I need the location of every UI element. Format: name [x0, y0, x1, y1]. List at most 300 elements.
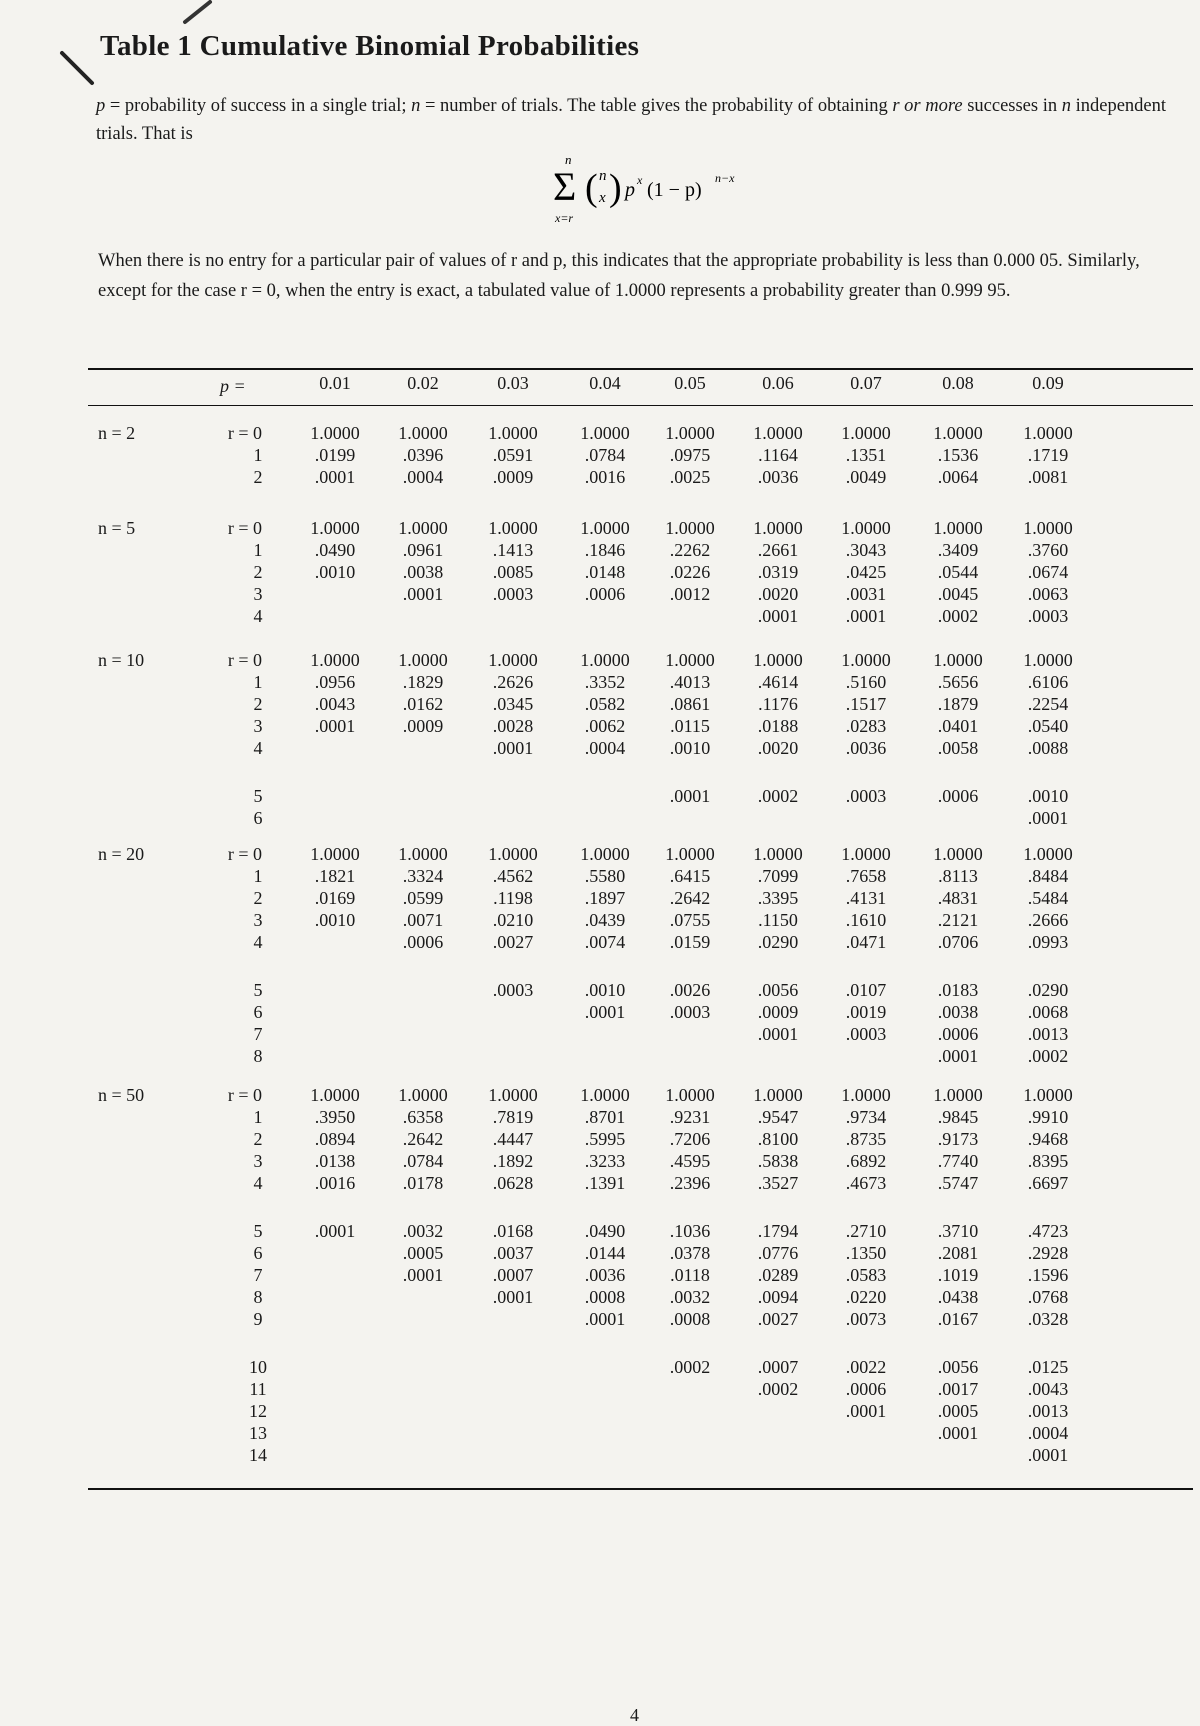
table-cell: .0063 [1027, 584, 1069, 604]
table-cell: .0002 [757, 1379, 799, 1399]
table-cell: .0056 [757, 980, 799, 1000]
table-cell: 1.0000 [753, 844, 803, 864]
table-cell: .1198 [493, 888, 533, 908]
table-cell: 1.0000 [841, 518, 891, 538]
table-cell: .0045 [937, 584, 979, 604]
note-paragraph: When there is no entry for a particular pair of values of r and p, this indicates that the appropriate probability is less than 0.000 05. Similarly, except for the case r = 0, when the entry is exact, a tabulated value of 1.0000 represents a probability greater than 0.999 95. [98, 251, 1140, 301]
table-cell: .9734 [845, 1107, 887, 1127]
intro-text-3: successes in [962, 96, 1062, 116]
p-header-0.07: 0.07 [850, 373, 882, 393]
table-cell: .0003 [845, 786, 887, 806]
r-value: 2 [253, 1129, 263, 1149]
table-cell: .0006 [402, 932, 444, 952]
table-cell: .0582 [584, 694, 626, 714]
table-cell: .5747 [937, 1173, 979, 1193]
table-cell: .0038 [937, 1002, 979, 1022]
table-cell: .6106 [1027, 672, 1069, 692]
r-value: 11 [249, 1379, 267, 1399]
table-cell: .0001 [757, 606, 799, 626]
table-cell: .1176 [758, 694, 798, 714]
r-value: 4 [253, 606, 263, 626]
binom-left-paren: ( [585, 167, 598, 209]
table-cell: .0031 [845, 584, 887, 604]
table-cell: .0064 [937, 467, 979, 487]
table-cell: .0010 [1027, 786, 1069, 806]
table-cell: .0319 [757, 562, 799, 582]
table-cell: 1.0000 [398, 518, 448, 538]
table-cell: .0006 [584, 584, 626, 604]
table-cell: .6697 [1027, 1173, 1069, 1193]
table-cell: 1.0000 [841, 1085, 891, 1105]
table-cell: .0010 [584, 980, 626, 1000]
table-cell: .3409 [937, 540, 979, 560]
table-cell: 1.0000 [398, 650, 448, 670]
table-cell: .0019 [845, 1002, 887, 1022]
table-cell: 1.0000 [1023, 423, 1073, 443]
table-cell: .1351 [845, 445, 887, 465]
table-cell: .0784 [402, 1151, 444, 1171]
table-cell: 1.0000 [488, 423, 538, 443]
term-p: p [625, 179, 635, 201]
table-cell: .0001 [402, 584, 444, 604]
table-cell: .0020 [757, 738, 799, 758]
table-cell: .9547 [757, 1107, 799, 1127]
table-cell: .0001 [492, 738, 534, 758]
table-cell: 1.0000 [933, 844, 983, 864]
table-cell: .0894 [314, 1129, 356, 1149]
r-value: 1 [253, 866, 263, 886]
table-cell: .0188 [757, 716, 799, 736]
table-cell: .2642 [669, 888, 711, 908]
r-label: r = 0 [227, 844, 262, 864]
table-cell: .4562 [492, 866, 534, 886]
table-cell: 1.0000 [841, 844, 891, 864]
table-cell: .3527 [757, 1173, 799, 1193]
table-cell: .0013 [1027, 1024, 1069, 1044]
table-cell: .0001 [314, 467, 356, 487]
r-value: 12 [249, 1401, 267, 1421]
table-cell: .0674 [1027, 562, 1069, 582]
table-cell: 1.0000 [580, 423, 630, 443]
table-cell: .0073 [845, 1309, 887, 1329]
table-cell: 1.0000 [1023, 844, 1073, 864]
table-cell: .0007 [757, 1357, 799, 1377]
r-value: 6 [253, 808, 263, 828]
table-cell: .3395 [757, 888, 799, 908]
table-cell: .0001 [1027, 1445, 1069, 1465]
table-cell: .1794 [757, 1221, 799, 1241]
table-cell: .2710 [845, 1221, 887, 1241]
table-cell: .0002 [757, 786, 799, 806]
table-cell: 1.0000 [665, 650, 715, 670]
r-label: r = 0 [227, 650, 262, 670]
r-value: 1 [253, 1107, 263, 1127]
table-cell: .4013 [669, 672, 711, 692]
table-cell: .2081 [937, 1243, 979, 1263]
table-cell: .9910 [1027, 1107, 1069, 1127]
p-header-0.03: 0.03 [497, 373, 529, 393]
table-cell: 1.0000 [933, 423, 983, 443]
table-cell: .0755 [669, 910, 711, 930]
r-value: 3 [253, 1151, 263, 1171]
table-cell: .7819 [492, 1107, 534, 1127]
table-cell: .9845 [937, 1107, 979, 1127]
table-cell: .2254 [1027, 694, 1069, 714]
n-variable: n [411, 96, 421, 116]
table-cell: .2262 [669, 540, 711, 560]
table-cell: .9231 [669, 1107, 711, 1127]
table-cell: .0993 [1027, 932, 1069, 952]
table-cell: .0226 [669, 562, 711, 582]
table-cell: 1.0000 [310, 518, 360, 538]
table-cell: .4723 [1027, 1221, 1069, 1241]
table-cell: .0002 [937, 606, 979, 626]
table-cell: .1413 [492, 540, 534, 560]
r-value: 3 [253, 910, 263, 930]
table-cell: .0036 [757, 467, 799, 487]
table-cell: .0401 [937, 716, 979, 736]
n-label: n = 5 [98, 518, 136, 538]
table-cell: .1846 [584, 540, 626, 560]
table-cell: 1.0000 [665, 423, 715, 443]
table-cell: .0025 [669, 467, 711, 487]
table-cell: .0006 [845, 1379, 887, 1399]
table-cell: 1.0000 [310, 844, 360, 864]
r-value: 2 [253, 562, 263, 582]
table-cell: .0001 [845, 606, 887, 626]
table-cell: .0148 [584, 562, 626, 582]
table-cell: .0003 [492, 980, 534, 1000]
table-cell: .0001 [584, 1002, 626, 1022]
table-cell: .0010 [669, 738, 711, 758]
table-cell: .0081 [1027, 467, 1069, 487]
table-cell: .0010 [314, 910, 356, 930]
table-cell: .2928 [1027, 1243, 1069, 1263]
table-cell: 1.0000 [580, 650, 630, 670]
table-cell: .0062 [584, 716, 626, 736]
table-cell: .0058 [937, 738, 979, 758]
table-cell: .0002 [669, 1357, 711, 1377]
table-cell: .0599 [402, 888, 444, 908]
table-cell: .0168 [492, 1221, 534, 1241]
table-cell: .7658 [845, 866, 887, 886]
r-value: 10 [249, 1357, 267, 1377]
table-cell: .0167 [937, 1309, 979, 1329]
table-cell: .0283 [845, 716, 887, 736]
r-value: 2 [253, 888, 263, 908]
r-value: 4 [253, 1173, 263, 1193]
table-cell: .2396 [669, 1173, 711, 1193]
table-cell: 1.0000 [488, 518, 538, 538]
table-cell: .0425 [845, 562, 887, 582]
table-cell: 1.0000 [1023, 518, 1073, 538]
table-cell: 1.0000 [841, 650, 891, 670]
table-cell: .0290 [1027, 980, 1069, 1000]
r-value: 7 [253, 1265, 263, 1285]
table-cell: .0183 [937, 980, 979, 1000]
r-value: 13 [249, 1423, 267, 1443]
r-value: 4 [253, 932, 263, 952]
table-cell: .0088 [1027, 738, 1069, 758]
r-value: 4 [253, 738, 263, 758]
table-cell: .8735 [845, 1129, 887, 1149]
table-cell: .8484 [1027, 866, 1069, 886]
table-cell: .7740 [937, 1151, 979, 1171]
table-cell: .0003 [669, 1002, 711, 1022]
table-cell: .1150 [758, 910, 798, 930]
n-label: n = 20 [98, 844, 145, 864]
p-header-0.06: 0.06 [762, 373, 794, 393]
table-cell: .0007 [492, 1265, 534, 1285]
table-cell: .3710 [937, 1221, 979, 1241]
table-cell: .1879 [937, 694, 979, 714]
table-cell: 1.0000 [398, 423, 448, 443]
table-cell: 1.0000 [398, 844, 448, 864]
table-cell: .4131 [845, 888, 887, 908]
table-cell: .0118 [670, 1265, 710, 1285]
table-cell: .0001 [1027, 808, 1069, 828]
table-cell: .0004 [402, 467, 444, 487]
table-cell: .0956 [314, 672, 356, 692]
r-value: 3 [253, 716, 263, 736]
table-cell: 1.0000 [488, 650, 538, 670]
term-q-exp: n−x [715, 171, 735, 185]
binom-right-paren: ) [609, 167, 622, 209]
table-cell: .0003 [845, 1024, 887, 1044]
table-cell: .0159 [669, 932, 711, 952]
r-value: 1 [253, 540, 263, 560]
table-cell: .4614 [757, 672, 799, 692]
table-cell: 1.0000 [665, 844, 715, 864]
sum-symbol: Σ [553, 164, 577, 209]
table-cell: .6892 [845, 1151, 887, 1171]
table-cell: .0032 [669, 1287, 711, 1307]
table-cell: .1892 [492, 1151, 534, 1171]
table-cell: .0438 [937, 1287, 979, 1307]
table-cell: .6415 [669, 866, 711, 886]
table-cell: .0022 [845, 1357, 887, 1377]
table-cell: .0628 [492, 1173, 534, 1193]
r-value: 5 [253, 786, 263, 806]
table-cell: .0027 [492, 932, 534, 952]
table-cell: .0013 [1027, 1401, 1069, 1421]
p-header-0.02: 0.02 [407, 373, 439, 393]
table-cell: .0010 [314, 562, 356, 582]
table-cell: .0094 [757, 1287, 799, 1307]
table-cell: .0071 [402, 910, 444, 930]
table-cell: .0037 [492, 1243, 534, 1263]
table-cell: .9173 [937, 1129, 979, 1149]
table-cell: .0961 [402, 540, 444, 560]
table-cell: .1164 [758, 445, 798, 465]
table-cell: .1517 [845, 694, 887, 714]
r-label: r = 0 [227, 1085, 262, 1105]
table-cell: .8100 [757, 1129, 799, 1149]
page-number: 4 [630, 1705, 639, 1725]
table-cell: 1.0000 [398, 1085, 448, 1105]
table-cell: .0043 [1027, 1379, 1069, 1399]
table-cell: .0003 [492, 584, 534, 604]
n-label: n = 10 [98, 650, 145, 670]
n-label: n = 2 [98, 423, 136, 443]
term-q: (1 − p) [647, 179, 702, 201]
table-cell: .0290 [757, 932, 799, 952]
table-cell: .0001 [669, 786, 711, 806]
p-header-0.01: 0.01 [319, 373, 351, 393]
table-cell: .0005 [937, 1401, 979, 1421]
table-cell: .0027 [757, 1309, 799, 1329]
table-cell: .0591 [492, 445, 534, 465]
table-cell: .0020 [757, 584, 799, 604]
r-value: 6 [253, 1243, 263, 1263]
p-variable: p [96, 96, 106, 116]
table-cell: .0003 [1027, 606, 1069, 626]
table-cell: .0036 [845, 738, 887, 758]
table-cell: .0289 [757, 1265, 799, 1285]
table-cell: .5995 [584, 1129, 626, 1149]
table-cell: 1.0000 [753, 1085, 803, 1105]
table-cell: .5838 [757, 1151, 799, 1171]
table-cell: 1.0000 [933, 518, 983, 538]
table-cell: .3324 [402, 866, 444, 886]
table-cell: .0169 [314, 888, 356, 908]
table-cell: .0220 [845, 1287, 887, 1307]
table-cell: .0776 [757, 1243, 799, 1263]
table-cell: .0471 [845, 932, 887, 952]
intro-text-4: independent trials. That is [96, 96, 1167, 144]
r-variable: r or more [892, 96, 963, 116]
table-cell: .0038 [402, 562, 444, 582]
table-cell: 1.0000 [753, 650, 803, 670]
table-cell: .0009 [402, 716, 444, 736]
table-cell: .0001 [845, 1401, 887, 1421]
binom-top: n [599, 168, 607, 184]
r-label: r = 0 [227, 423, 262, 443]
table-cell: .0004 [584, 738, 626, 758]
table-cell: 1.0000 [580, 1085, 630, 1105]
table-cell: .0012 [669, 584, 711, 604]
table-cell: 1.0000 [1023, 650, 1073, 670]
table-cell: .0043 [314, 694, 356, 714]
table-cell: 1.0000 [310, 423, 360, 443]
table-cell: 1.0000 [310, 1085, 360, 1105]
table-cell: .4595 [669, 1151, 711, 1171]
table-cell: .0016 [584, 467, 626, 487]
table-cell: .0144 [584, 1243, 626, 1263]
r-label: r = 0 [227, 518, 262, 538]
table-cell: .3233 [584, 1151, 626, 1171]
table-cell: .0009 [492, 467, 534, 487]
table-cell: .0345 [492, 694, 534, 714]
table-cell: .0006 [937, 786, 979, 806]
r-value: 5 [253, 1221, 263, 1241]
table-cell: .1897 [584, 888, 626, 908]
r-value: 5 [253, 980, 263, 1000]
table-cell: .0107 [845, 980, 887, 1000]
table-top-rule [88, 368, 1193, 370]
r-value: 3 [253, 584, 263, 604]
table-cell: .0032 [402, 1221, 444, 1241]
table-cell: 1.0000 [665, 1085, 715, 1105]
n-label: n = 50 [98, 1085, 145, 1105]
table-cell: .1719 [1027, 445, 1069, 465]
table-cell: .0008 [669, 1309, 711, 1329]
table-cell: .1829 [402, 672, 444, 692]
table-cell: 1.0000 [753, 423, 803, 443]
table-cell: .9468 [1027, 1129, 1069, 1149]
table-header-rule [88, 405, 1193, 406]
r-value: 9 [253, 1309, 263, 1329]
intro-paragraph [96, 92, 1196, 148]
table-cell: .0002 [1027, 1046, 1069, 1066]
table-cell: .0706 [937, 932, 979, 952]
table-cell: .3352 [584, 672, 626, 692]
table-cell: .0016 [314, 1173, 356, 1193]
summation-formula [545, 150, 765, 230]
table-cell: .0210 [492, 910, 534, 930]
table-cell: .0490 [584, 1221, 626, 1241]
table-cell: .7206 [669, 1129, 711, 1149]
intro-text-1: = probability of success in a single trial; [105, 96, 412, 116]
page-title: Table 1 Cumulative Binomial Probabilities [100, 30, 640, 62]
table-cell: .4447 [492, 1129, 534, 1149]
table-cell: .2121 [937, 910, 979, 930]
table-cell: 1.0000 [753, 518, 803, 538]
table-cell: .0074 [584, 932, 626, 952]
table-cell: .0540 [1027, 716, 1069, 736]
table-cell: 1.0000 [665, 518, 715, 538]
table-cell: .0005 [402, 1243, 444, 1263]
table-cell: .0439 [584, 910, 626, 930]
table-cell: .0009 [757, 1002, 799, 1022]
table-cell: .0975 [669, 445, 711, 465]
table-cell: .5580 [584, 866, 626, 886]
table-cell: .0001 [402, 1265, 444, 1285]
r-value: 7 [253, 1024, 263, 1044]
table-cell: .0768 [1027, 1287, 1069, 1307]
pen-mark-top [180, 0, 220, 25]
term-p-exp: x [637, 173, 643, 187]
table-cell: .1821 [314, 866, 356, 886]
table-cell: .1350 [845, 1243, 887, 1263]
table-cell: 1.0000 [580, 844, 630, 864]
table-cell: .0115 [670, 716, 710, 736]
table-cell: .4831 [937, 888, 979, 908]
table-cell: .5484 [1027, 888, 1069, 908]
r-value: 1 [253, 672, 263, 692]
p-header-0.08: 0.08 [942, 373, 974, 393]
table-cell: .0056 [937, 1357, 979, 1377]
table-cell: .1596 [1027, 1265, 1069, 1285]
table-cell: 1.0000 [488, 844, 538, 864]
table-cell: .1391 [584, 1173, 626, 1193]
table-bottom-rule [88, 1488, 1193, 1490]
table-cell: .0784 [584, 445, 626, 465]
table-cell: .3760 [1027, 540, 1069, 560]
table-cell: .0199 [314, 445, 356, 465]
table-cell: .0328 [1027, 1309, 1069, 1329]
intro-text-2: = number of trials. The table gives the probability of obtaining [420, 96, 893, 116]
r-value: 14 [249, 1445, 267, 1465]
table-cell: .6358 [402, 1107, 444, 1127]
p-header-0.04: 0.04 [589, 373, 621, 393]
table-cell: .1536 [937, 445, 979, 465]
table-cell: .8113 [938, 866, 978, 886]
table-cell: .1036 [669, 1221, 711, 1241]
table-cell: .7099 [757, 866, 799, 886]
p-header-label: p = [220, 376, 246, 396]
table-cell: .0001 [314, 1221, 356, 1241]
